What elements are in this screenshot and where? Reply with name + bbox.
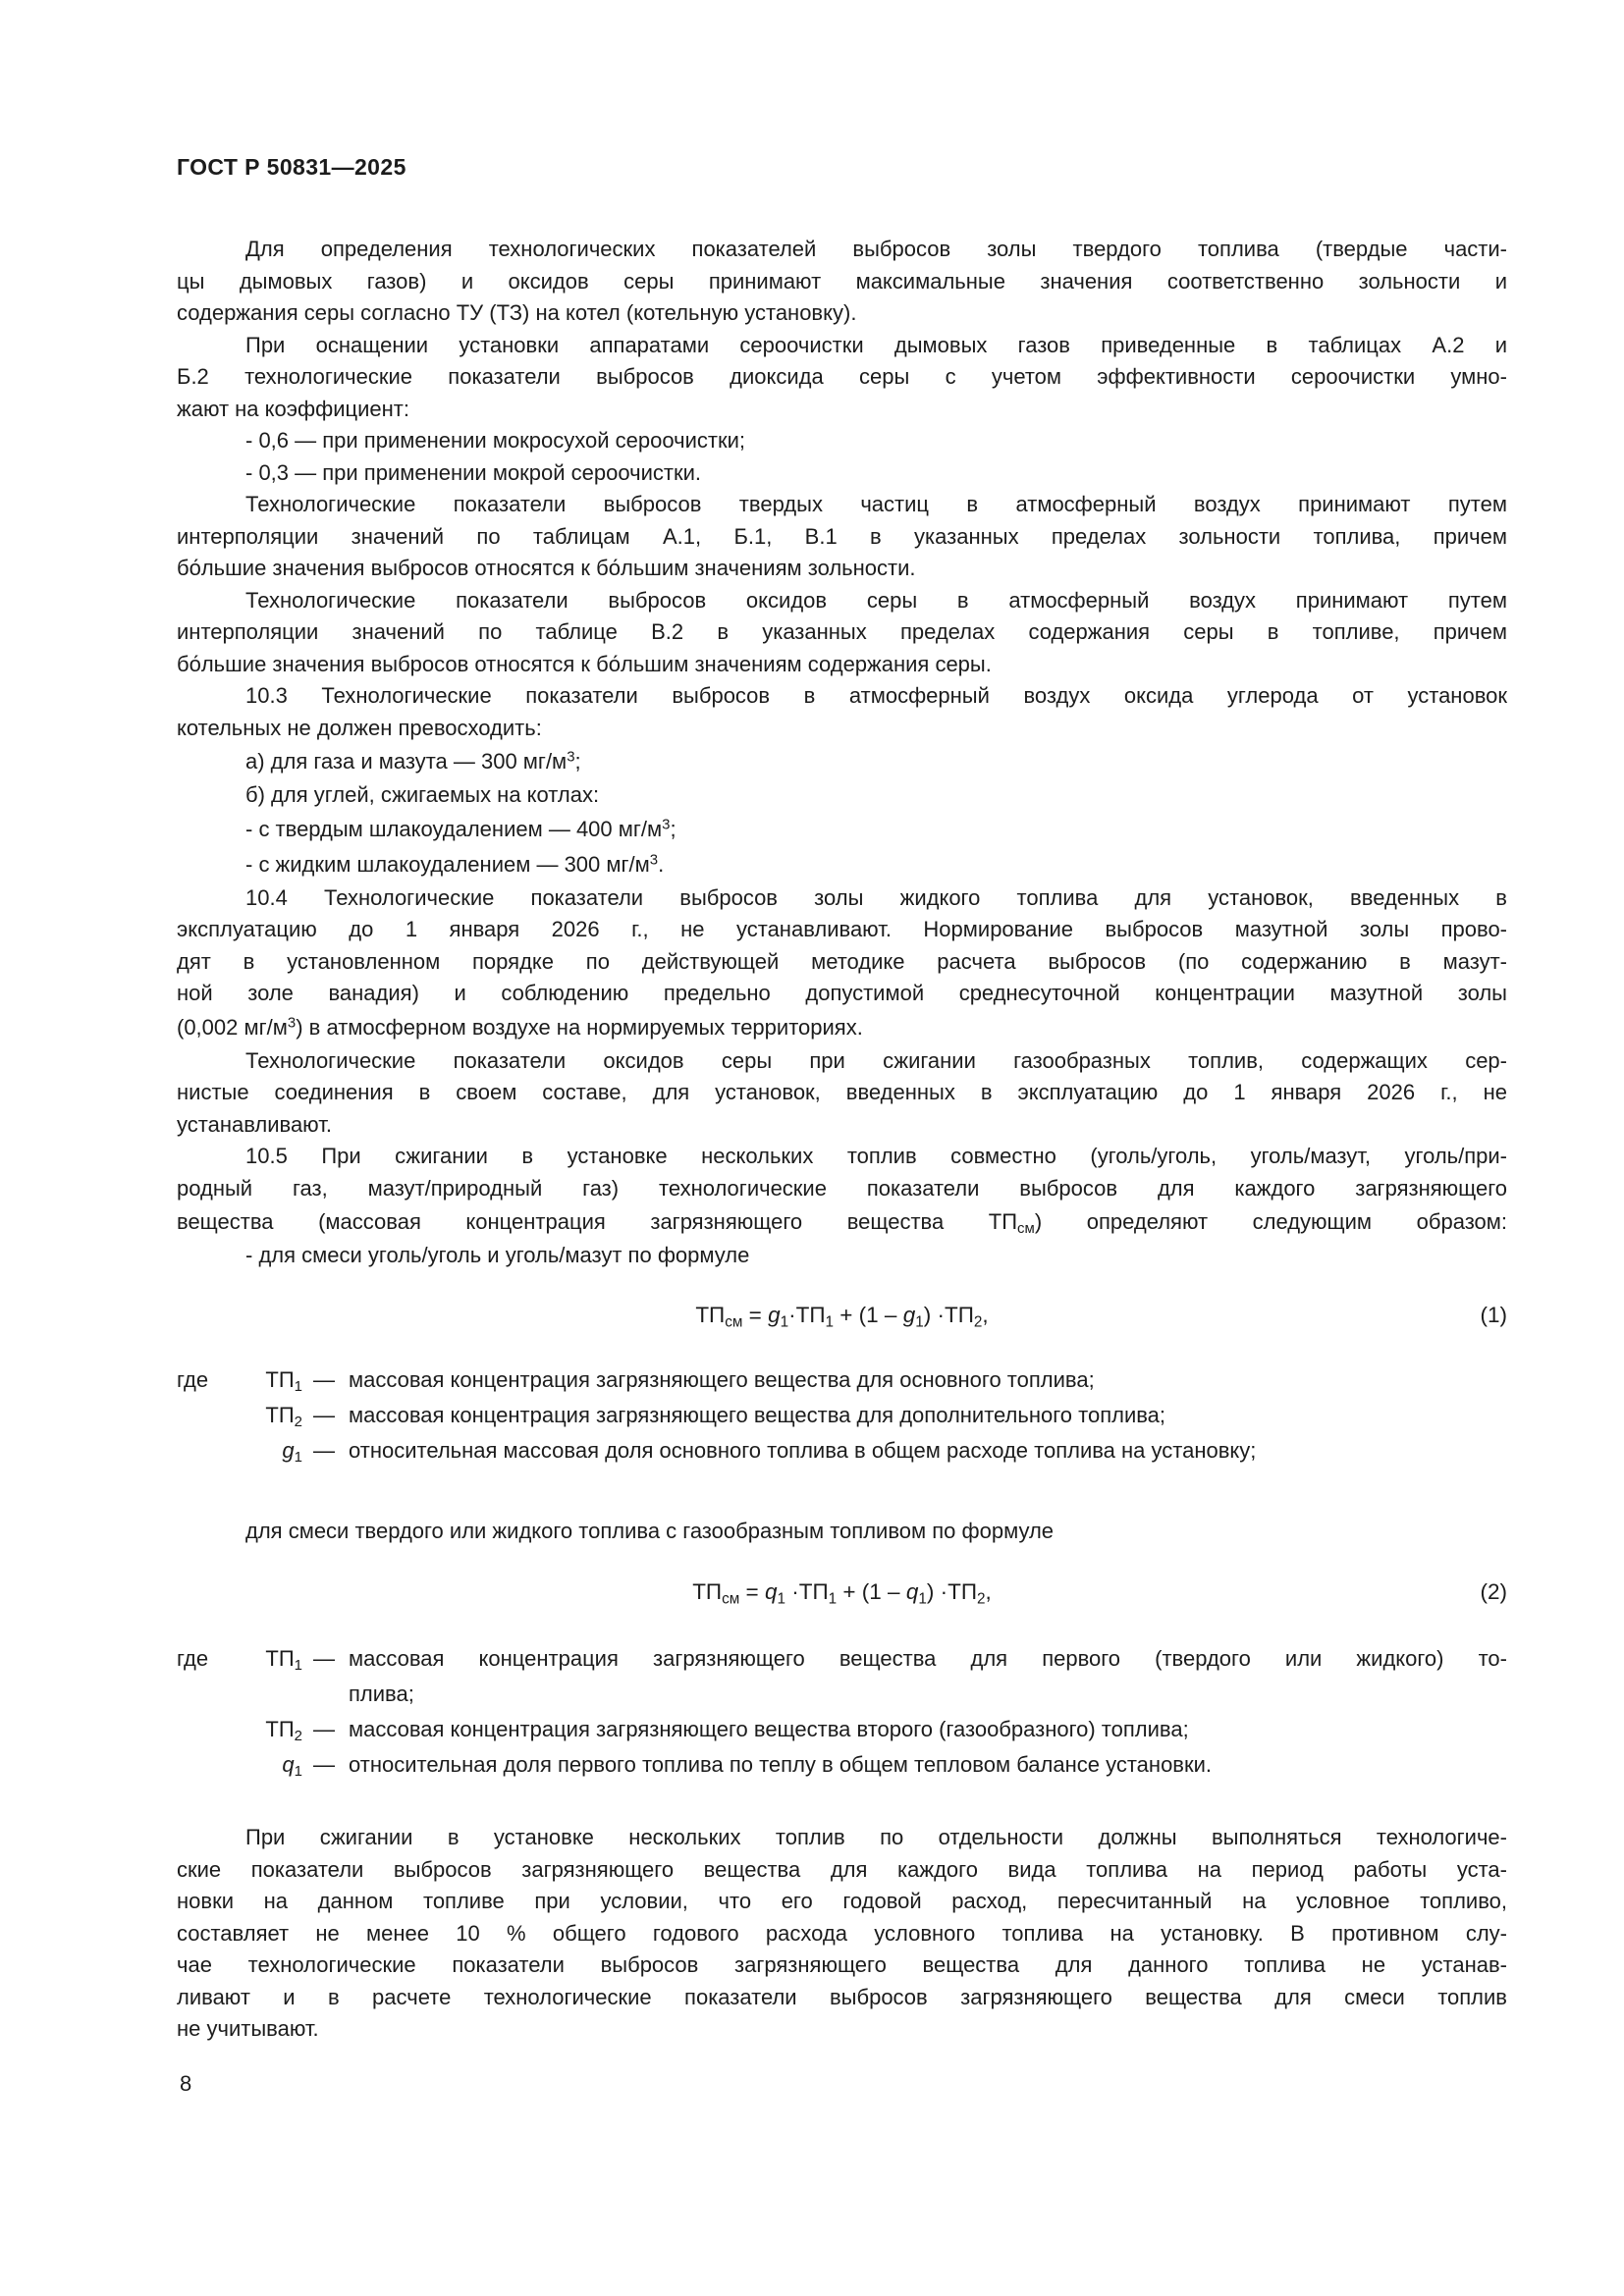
paragraph-line: При сжигании в установке нескольких топлив по отдельности должны выполняться технологиче- — [245, 1825, 1507, 1849]
text-run: 1 — [780, 1312, 789, 1330]
paragraph-line: ной золе ванадия) и соблюдению предельно допустимой среднесуточной концентрации мазутной золы — [177, 981, 1507, 1005]
where-list-2 — [177, 1641, 1507, 1783]
text-run: g — [902, 1302, 916, 1327]
formula-1 — [177, 1296, 1507, 1335]
text-run: = — [742, 1302, 769, 1327]
formula-1-expression — [695, 1302, 989, 1330]
text-run: ТП — [265, 1402, 295, 1427]
where-row — [177, 1747, 1507, 1783]
paragraph-line: При оснащении установки аппаратами сероочистки дымовых газов приведенные в таблицах А.2 и — [245, 332, 1507, 357]
text-run: ·ТП — [785, 1579, 829, 1604]
text-run: ТП — [265, 1366, 295, 1392]
text-run: g — [768, 1302, 781, 1327]
where-dash: — — [313, 1402, 335, 1427]
where-row — [177, 1641, 1507, 1712]
text-run: ТП — [695, 1302, 726, 1327]
paragraph-line: 10.4 Технологические показатели выбросов золы жидкого топлива для установок, введенных в — [245, 884, 1507, 910]
list-item: б) для углей, сжигаемых на котлах: — [245, 782, 600, 807]
text-run: ; — [670, 816, 677, 841]
paragraph-line: новки на данном топливе при условии, что его годовой расход, пересчитанный на условное топливо, — [177, 1889, 1507, 1913]
paragraph-line: Технологические показатели выбросов твердых частиц в атмосферный воздух принимают путем — [245, 492, 1507, 516]
doc-standard-number: ГОСТ Р 50831—2025 — [177, 154, 406, 180]
paragraph — [177, 1045, 1507, 1142]
paragraph-line: бо́льшие значения выбросов относятся к бо́льшим значениям зольности. — [177, 556, 916, 580]
paragraph-line: не учитывают. — [177, 2016, 319, 2041]
where-label — [177, 1641, 302, 1677]
paragraph-line: Б.2 технологические показатели выбросов диоксида серы с учетом эффективности сероочистки умно- — [177, 364, 1507, 389]
text-run: , — [982, 1302, 989, 1327]
where-label — [177, 1398, 302, 1433]
list-item: - 0,6 — при применении мокросухой сероочистки; — [245, 428, 745, 453]
where-label — [177, 1747, 302, 1783]
paragraph-clause-10-3 — [177, 680, 1507, 882]
text-run: вещества (массовая концентрация загрязняющего вещества ТП — [177, 1209, 1018, 1234]
paragraph-line: жают на коэффициент: — [177, 396, 409, 421]
where-description: массовая концентрация загрязняющего вещества второго (газообразного) топлива; — [349, 1717, 1189, 1741]
text-run: 3 — [567, 748, 575, 766]
text-run: 2 — [294, 1728, 302, 1745]
formula-1-number: (1) — [1480, 1302, 1507, 1327]
text-run: g — [282, 1437, 295, 1463]
text-run: ) ·ТП — [923, 1302, 974, 1327]
text-run: а) для газа и мазута — 300 мг/м — [245, 749, 568, 774]
paragraph — [177, 330, 1507, 490]
paragraph-line: 10.3 Технологические показатели выбросов в атмосферный воздух оксида углерода от установок — [245, 683, 1507, 708]
text-run: 1 — [828, 1590, 838, 1608]
where-dash: — — [313, 1437, 335, 1463]
formula-2-number: (2) — [1480, 1579, 1507, 1604]
text-run: ) ·ТП — [926, 1579, 978, 1604]
paragraph-line: для смеси твердого или жидкого топлива с газообразным топливом по формуле — [245, 1518, 1055, 1543]
where-term — [282, 1433, 302, 1468]
text-run: 1 — [294, 1657, 302, 1675]
paragraph-line: устанавливают. — [177, 1111, 332, 1137]
text-run: 3 — [287, 1014, 297, 1032]
text-run: ) в атмосферном воздухе на нормируемых территориях. — [296, 1014, 863, 1040]
text-run: - с жидким шлакоудалением — 300 мг/м — [245, 851, 650, 877]
where-description: массовая концентрация загрязняющего вещества для дополнительного топлива; — [349, 1402, 1166, 1427]
paragraph-line: цы дымовых газов) и оксидов серы принимают максимальные значения соответственно зольности и — [177, 268, 1507, 294]
where-term — [265, 1712, 302, 1747]
where-intro: где — [177, 1366, 209, 1392]
where-description: относительная массовая доля основного топлива в общем расходе топлива на установку; — [349, 1437, 1257, 1463]
where-dash: — — [313, 1752, 335, 1777]
where-row — [177, 1433, 1507, 1468]
paragraph-line: родный газ, мазут/природный газ) технологические показатели выбросов для каждого загрязняющего — [177, 1175, 1507, 1201]
where-row — [177, 1712, 1507, 1747]
where-term — [265, 1398, 302, 1433]
where-list-1 — [177, 1362, 1507, 1468]
text-run: (0,002 мг/м — [177, 1014, 288, 1040]
formula-2-expression — [692, 1579, 992, 1608]
paragraph-line: ливают и в расчете технологические показатели выбросов загрязняющего вещества для смеси топлив — [177, 1984, 1507, 2009]
paragraph-line: дят в установленном порядке по действующей методике расчета выбросов (по содержанию в мазут- — [177, 948, 1507, 974]
text-run: ) определяют следующим образом: — [1034, 1209, 1508, 1234]
formula-2 — [177, 1573, 1507, 1612]
paragraph-line: Для определения технологических показателей выбросов золы твердого топлива (твердые части- — [245, 237, 1507, 261]
paragraph — [177, 489, 1507, 585]
text-run: 1 — [915, 1312, 924, 1330]
text-run: 1 — [294, 1448, 302, 1466]
paragraph-line: чае технологические показатели выбросов загрязняющего вещества для данного топлива не устанав- — [177, 1952, 1507, 1977]
paragraph — [177, 585, 1507, 681]
paragraph-line: 10.5 При сжигании в установке нескольких топлив совместно (уголь/уголь, уголь/мазут, уголь/при- — [245, 1144, 1507, 1168]
text-run: , — [985, 1579, 992, 1604]
text-run: ·ТП — [788, 1302, 826, 1327]
text-run: . — [658, 851, 665, 877]
where-description — [349, 1641, 1507, 1712]
text-run: 2 — [294, 1413, 302, 1430]
paragraph — [177, 1516, 1507, 1548]
where-dash: — — [313, 1646, 335, 1671]
text-run: ; — [574, 749, 581, 774]
paragraph — [177, 1822, 1507, 2046]
text-run: ТП — [265, 1717, 295, 1741]
text-run: 3 — [662, 816, 671, 833]
where-dash: — — [313, 1717, 335, 1741]
text-run: 1 — [918, 1590, 927, 1608]
text-run: + (1 – — [834, 1302, 903, 1327]
paragraph-line: составляет не менее 10 % общего годового расхода условного топлива на установку. В противном слу- — [177, 1920, 1507, 1946]
where-term — [265, 1362, 302, 1398]
where-term — [282, 1747, 302, 1783]
text-run: - с твердым шлакоудалением — 400 мг/м — [245, 816, 663, 841]
text-run: = — [739, 1579, 765, 1604]
text-run: ТП — [265, 1646, 295, 1671]
where-description-line: массовая концентрация загрязняющего вещества для первого (твердого или жидкого) то- — [349, 1646, 1507, 1671]
list-item: - для смеси уголь/уголь и уголь/мазут по формуле — [245, 1243, 750, 1267]
paragraph-line: эксплуатацию до 1 января 2026 г., не устанавливают. Нормирование выбросов мазутной золы прово- — [177, 917, 1507, 941]
paragraph-line: Технологические показатели выбросов оксидов серы в атмосферный воздух принимают путем — [245, 587, 1507, 613]
paragraph-line: интерполяции значений по таблице В.2 в указанных пределах содержания серы в топливе, причем — [177, 619, 1507, 644]
list-item — [177, 847, 1507, 882]
page-number: 8 — [180, 2071, 192, 2096]
text-run: 3 — [649, 851, 659, 869]
where-label — [177, 1712, 302, 1747]
text-run: q — [282, 1752, 295, 1777]
paragraph-line: нистые соединения в своем составе, для установок, введенных в эксплуатацию до 1 января 2026 г., не — [177, 1080, 1507, 1104]
where-row — [177, 1398, 1507, 1433]
paragraph — [177, 234, 1507, 330]
paragraph-line — [177, 1204, 1507, 1240]
where-intro: где — [177, 1646, 209, 1671]
where-term — [265, 1641, 302, 1677]
list-item: - 0,3 — при применении мокрой сероочистки. — [245, 459, 701, 485]
where-description-line: плива; — [349, 1682, 414, 1706]
where-label — [177, 1362, 302, 1398]
text-run: см — [722, 1590, 740, 1608]
text-run: 2 — [973, 1312, 983, 1330]
text-run: см — [1017, 1220, 1035, 1238]
paragraph-line — [177, 1010, 1507, 1045]
document-body — [177, 234, 1507, 2046]
text-run: 1 — [294, 1763, 302, 1781]
text-run: 1 — [825, 1312, 835, 1330]
where-description: относительная доля первого топлива по теплу в общем тепловом балансе установки. — [349, 1752, 1213, 1777]
paragraph-clause-10-5 — [177, 1141, 1507, 1272]
paragraph-clause-10-4 — [177, 882, 1507, 1045]
paragraph-line: Технологические показатели оксидов серы при сжигании газообразных топлив, содержащих сер- — [245, 1047, 1507, 1073]
text-run: + (1 – — [837, 1579, 906, 1604]
text-run: см — [725, 1312, 743, 1330]
text-run: q — [764, 1579, 778, 1604]
paragraph-line: ские показатели выбросов загрязняющего вещества для каждого вида топлива на период работы уста- — [177, 1856, 1507, 1882]
where-label — [177, 1433, 302, 1468]
text-run: ТП — [692, 1579, 723, 1604]
list-item — [177, 812, 1507, 847]
text-run: 1 — [294, 1377, 302, 1395]
where-row — [177, 1362, 1507, 1398]
paragraph-line: интерполяции значений по таблицам А.1, Б.1, В.1 в указанных пределах зольности топлива, причем — [177, 523, 1507, 549]
text-run: 2 — [977, 1590, 986, 1608]
text-run: q — [905, 1579, 919, 1604]
list-item — [177, 744, 1507, 779]
text-run: 1 — [777, 1590, 785, 1608]
paragraph-line: содержания серы согласно ТУ (ТЗ) на котел (котельную установку). — [177, 300, 857, 325]
document-content — [177, 0, 1507, 2046]
where-dash: — — [313, 1366, 335, 1392]
where-description: массовая концентрация загрязняющего вещества для основного топлива; — [349, 1366, 1095, 1392]
paragraph-line: котельных не должен превосходить: — [177, 715, 542, 740]
paragraph-line: бо́льшие значения выбросов относятся к бо́льшим значениям содержания серы. — [177, 651, 992, 676]
